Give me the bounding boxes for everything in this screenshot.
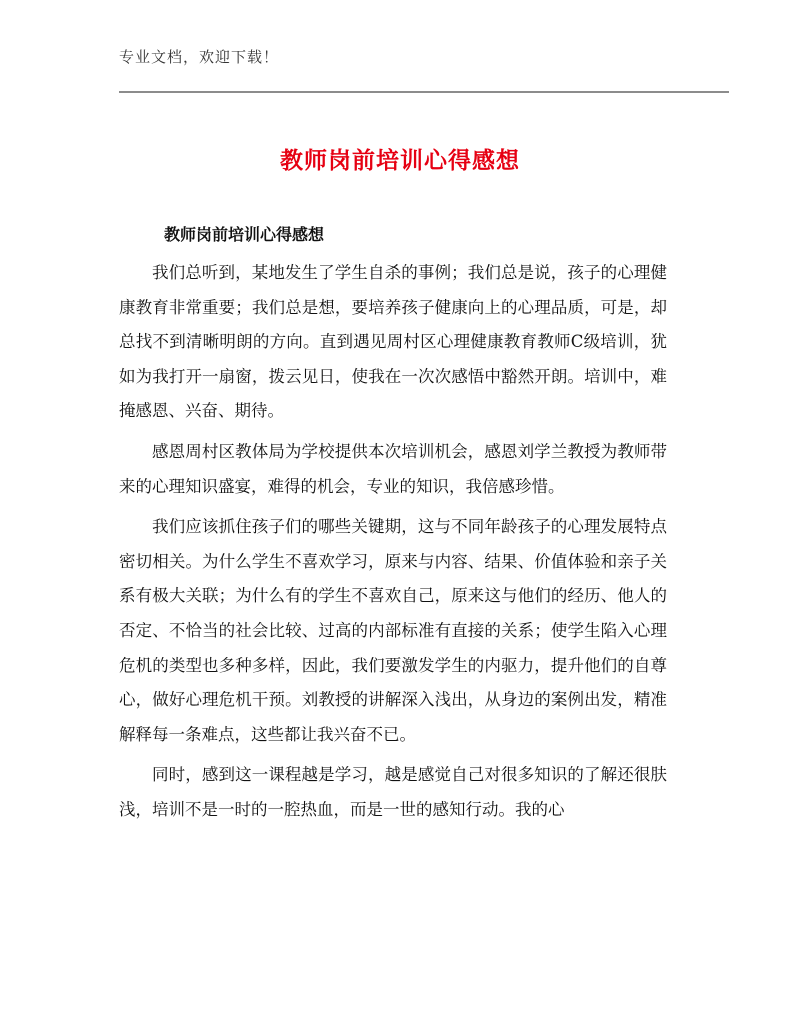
document-body	[119, 256, 667, 834]
body-paragraph: 我们总听到，某地发生了学生自杀的事例；我们总是说，孩子的心理健康教育非常重要；我们总是想，要培养孩子健康向上的心理品质，可是，却总找不到清晰明朗的方向。直到遇见周村区心理健康教育教师C级培训，犹如为我打开一扇窗，拨云见日，使我在一次次感悟中豁然开朗。培训中，难掩感恩、兴奋、期待。	[119, 263, 667, 421]
body-paragraph: 感恩周村区教体局为学校提供本次培训机会，感恩刘学兰教授为教师带来的心理知识盛宴，难得的机会，专业的知识，我倍感珍惜。	[119, 441, 667, 496]
document-subtitle: 教师岗前培训心得感想	[164, 225, 325, 244]
document-title: 教师岗前培训心得感想	[280, 148, 520, 174]
header-divider	[119, 91, 729, 93]
page-header-text: 专业文档，欢迎下载！	[119, 48, 280, 66]
body-paragraph: 我们应该抓住孩子们的哪些关键期，这与不同年龄孩子的心理发展特点密切相关。为什么学生不喜欢学习，原来与内容、结果、价值体验和亲子关系有极大关联；为什么有的学生不喜欢自己，原来这与他们的经历、他人的否定、不恰当的社会比较、过高的内部标准有直接的关系；使学生陷入心理危机的类型也多种多样，因此，我们要激发学生的内驱力，提升他们的自尊心，做好心理危机干预。刘教授的讲解深入浅出，从身边的案例出发，精准解释每一条难点，这些都让我兴奋不已。	[119, 517, 667, 744]
body-paragraph: 同时，感到这一课程越是学习，越是感觉自己对很多知识的了解还很肤浅，培训不是一时的一腔热血，而是一世的感知行动。我的心	[119, 765, 667, 819]
